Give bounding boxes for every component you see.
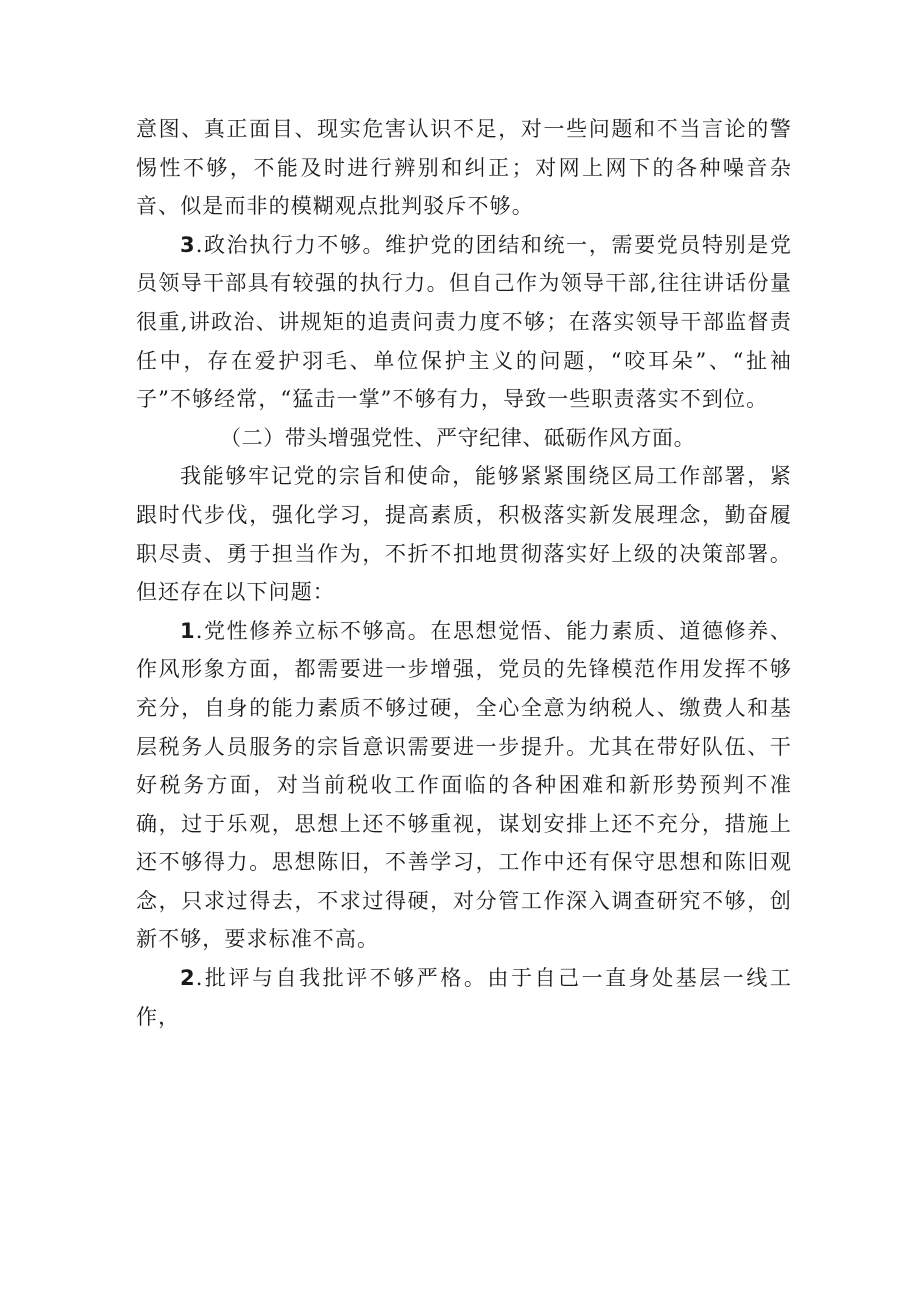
paragraph-item-2 [136,959,792,1036]
paragraph-item-3 [136,226,792,419]
item-number: 3 [180,232,196,257]
paragraph-item-1 [136,612,792,959]
item-number: 2 [180,966,196,991]
paragraph-continuation: 意图、真正面目、现实危害认识不足，对一些问题和不当言论的警惕性不够，不能及时进行辨别和纠正；对网上网下的各种噪音杂音、似是而非的模糊观点批判驳斥不够。 [136,117,792,219]
paragraph-text: .党性修养立标不够高。在思想觉悟、能力素质、道德修养、作风形象方面，都需要进一步增强，党员的先锋模范作用发挥不够充分，自身的能力素质不够过硬，全心全意为纳税人、缴费人和基层税务人员服务的宗旨意识需要进一步提升。尤其在带好队伍、干好税务方面，对当前税收工作面临的各种困难和新形势预判不准确，过于乐观，思想上还不够重视，谋划安排上还不充分，措施上还不够得力。思想陈旧，不善学习，工作中还有保守思想和陈旧观念，只求过得去，不求过得硬，对分管工作深入调查研究不够，创新不够，要求标准不高。 [136,618,792,952]
item-number: 1 [180,618,196,643]
paragraph-text: .政治执行力不够。维护党的团结和统一，需要党员特别是党员领导干部具有较强的执行力。但自己作为领导干部,往往讲话份量很重,讲政治、讲规矩的追责问责力度不够；在落实领导干部监督责任中，存在爱护羽毛、单位保护主义的问题，“咬耳朵”、“扯袖子”不够经常，“猛击一掌”不够有力，导致一些职责落实不到位。 [136,232,792,412]
paragraph-text: .批评与自我批评不够严格。由于自己一直身处基层一线工作， [136,966,792,1029]
paragraph-intro: 我能够牢记党的宗旨和使命，能够紧紧围绕区局工作部署，紧跟时代步伐，强化学习，提高素质，积极落实新发展理念，勤奋履职尽责、勇于担当作为，不折不扣地贯彻落实好上级的决策部署。但还存在以下问题： [136,464,792,605]
document-page [136,110,792,1036]
section-heading: （二）带头增强党性、严守纪律、砥砺作风方面。 [220,425,696,450]
